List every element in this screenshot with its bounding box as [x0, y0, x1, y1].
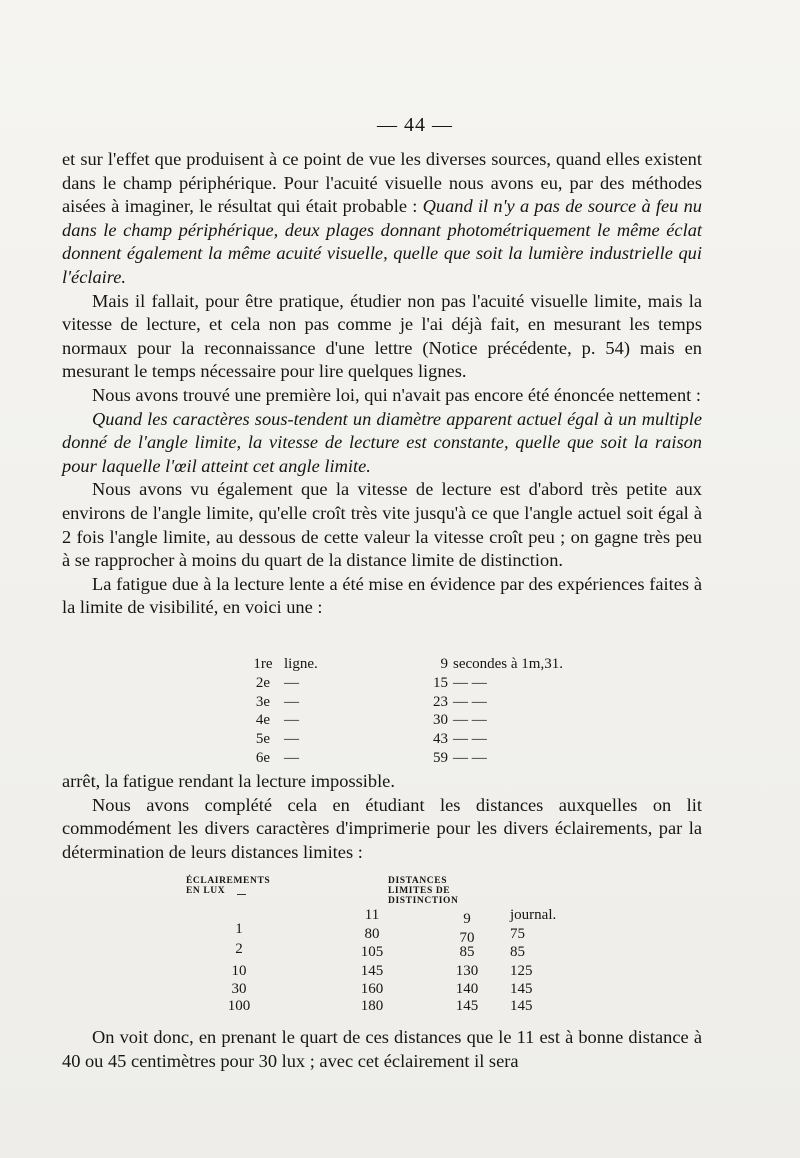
paragraph-7: arrêt, la fatigue rendant la lecture impossible. — [62, 771, 395, 791]
lux-value: 10 — [231, 963, 247, 979]
type-size-11: 11 — [364, 907, 380, 923]
line-seconds: 30 — [433, 712, 448, 729]
page-number: — 44 — — [377, 114, 453, 136]
line-label: ligne. — [284, 656, 318, 672]
distance-value: 145 — [360, 963, 384, 979]
table-row — [240, 749, 580, 768]
distance-value: 125 — [510, 963, 533, 979]
line-unit: — — — [453, 674, 487, 691]
distance-value: 105 — [360, 944, 384, 960]
line-ordinal: 3e — [255, 693, 271, 710]
distance-value: 85 — [510, 944, 525, 960]
lux-value: 30 — [231, 981, 247, 997]
paragraph-5: Nous avons vu également que la vitesse de lecture est d'abord très petite aux environs de l'angle limite, qu'elle croît très vite jusqu'à ce que l'angle actuel soit égal à 2 fois l'angle limite, au dessous de cette valeur la vitesse croît peu ; on gagne très peu à se rapprocher à moins du quart de la distance limite de distinction. — [62, 479, 702, 571]
paragraph-2: Mais il fallait, pour être pratique, étudier non pas l'acuité visuelle limite, mais la vitesse de lecture, et cela non pas comme je l'ai déjà fait, en mesurant les temps normaux pour la reconnaissance d'une lettre (Notice précédente, p. 54) mais en mesurant le temps nécessaire pour lire quelques lignes. — [62, 290, 702, 382]
table-row — [240, 655, 580, 674]
line-unit: — — — [453, 731, 487, 748]
paragraph-1-italic: Quand il n'y a pas de source à feu nu dans le champ périphérique, deux plages donnant photométriquement le même éclat donnent également la même acuité visuelle, quelle que soit la lumière industrielle qui l'éclaire. — [62, 196, 703, 287]
distance-value: 160 — [360, 981, 384, 997]
paragraph-3: Nous avons trouvé une première loi, qui n'avait pas encore été énoncée nettement : — [92, 384, 701, 405]
line-ordinal: 6e — [255, 749, 271, 766]
line-ordinal: 2e — [255, 674, 271, 691]
line-ordinal: 4e — [255, 712, 271, 729]
distance-value: 145 — [510, 981, 533, 997]
lux-value: 100 — [227, 998, 251, 1014]
line-seconds: 15 — [433, 674, 448, 691]
paragraph-6: La fatigue due à la lecture lente a été mise en évidence par des expériences faites à la limite de visibilité, en voici une : — [62, 573, 702, 618]
distance-value: 80 — [364, 926, 380, 942]
line-unit: secondes à 1m,31. — [453, 656, 563, 672]
table-row — [240, 693, 580, 712]
lux-value: 2 — [235, 941, 243, 957]
line-seconds: 9 — [440, 656, 448, 672]
distance-value: 145 — [510, 998, 533, 1014]
table-row — [240, 711, 580, 730]
line-label: — — [284, 674, 299, 691]
line-unit: — — — [453, 693, 487, 710]
distance-value: 180 — [360, 998, 384, 1014]
column-header-distances: DISTANCES LIMITES DE DISTINCTION — [388, 876, 459, 906]
line-ordinal: 1re — [253, 656, 273, 672]
distance-value: 145 — [455, 998, 479, 1014]
paragraph-4-italic-law: Quand les caractères sous-tendent un diamètre apparent actuel égal à un multiple donné de l'angle limite, la vitesse de lecture est constante, quelle que soit la raison pour laquelle l'œil atteint cet angle limite. — [62, 408, 702, 476]
column-header-lux: ÉCLAIREMENTS EN LUX — [186, 876, 271, 896]
line-unit: — — — [453, 749, 487, 766]
distance-value: 85 — [459, 944, 475, 960]
line-label: — — [284, 712, 299, 729]
line-seconds: 23 — [433, 693, 448, 710]
type-size-9: 9 — [463, 911, 471, 927]
table-row — [240, 730, 580, 749]
line-ordinal: 5e — [255, 731, 271, 748]
distance-value: 70 — [459, 930, 475, 946]
lux-value: 1 — [235, 921, 243, 937]
line-label: — — [284, 693, 299, 710]
line-label: — — [284, 731, 299, 748]
distance-value: 130 — [455, 963, 479, 979]
paragraph-9: On voit donc, en prenant le quart de ces distances que le 11 est à bonne distance à 40 ou 45 centimètres pour 30 lux ; avec cet éclairement il sera — [62, 1027, 702, 1071]
line-seconds: 43 — [433, 731, 448, 748]
distance-value: 140 — [455, 981, 479, 997]
paragraph-8: Nous avons complété cela en étudiant les distances auxquelles on lit commodément les divers caractères d'imprimerie pour les divers éclairements, par la détermination de leurs distances limites : — [62, 794, 702, 862]
table-row — [240, 674, 580, 693]
body-text-middle — [62, 770, 702, 864]
body-text-bottom — [62, 1026, 702, 1073]
line-label: — — [284, 749, 299, 766]
reading-times-table — [240, 655, 580, 768]
distance-value: 75 — [510, 926, 525, 942]
body-text-top — [62, 148, 702, 620]
paragraph-1-text: et sur l'effet que produisent à ce point de vue les diverses sources, quand elles existent dans le champ périphérique. Pour l'acuité visuelle nous avons eu, par des méthodes aisées à imaginer, le résultat qui était probable : — [62, 149, 702, 217]
paragraph-1 — [62, 148, 702, 290]
line-unit: — — — [453, 712, 487, 729]
header-rule — [237, 894, 246, 895]
type-journal: journal. — [510, 907, 557, 923]
line-seconds: 59 — [433, 749, 448, 766]
